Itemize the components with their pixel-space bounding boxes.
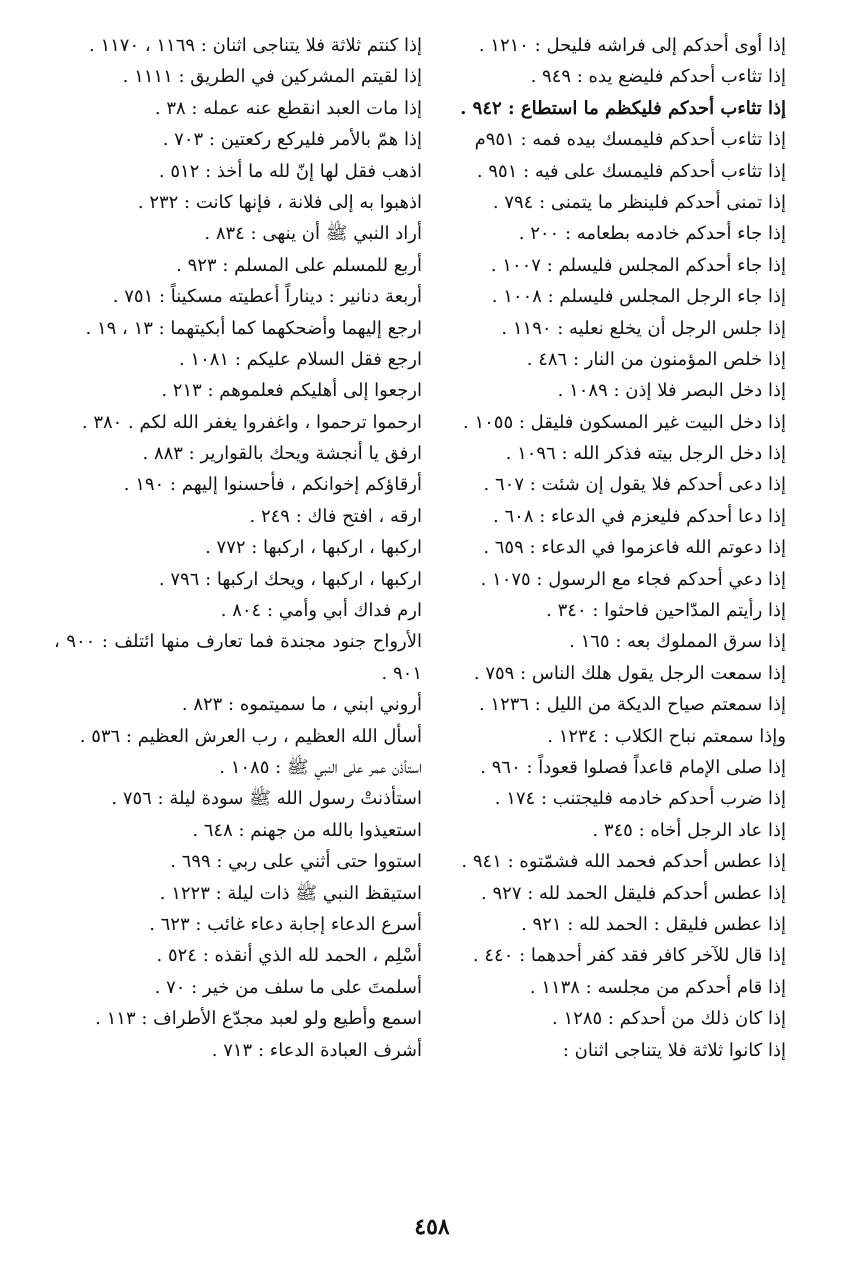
index-entry: إذا دعا أحدكم فليعزم في الدعاء : ٦٠٨ . xyxy=(493,505,786,527)
index-entry: ارفق يا أنجشة ويحك بالقوارير : ٨٨٣ . xyxy=(142,443,422,465)
index-entry: اركبها ، اركبها ، اركبها : ٧٧٢ . xyxy=(205,537,422,559)
index-entry: إذا سمعت الرجل يقول هلك الناس : ٧٥٩ . xyxy=(473,662,786,684)
index-entry: أراد النبي ﷺ أن ينهى : ٨٣٤ . xyxy=(204,223,422,245)
index-entry: إذا قام أحدكم من مجلسه : ١١٣٨ . xyxy=(529,976,786,998)
index-entry: إذا كنتم ثلاثة فلا يتناجى اثنان : ١١٦٩ ، ١١٧٠ . xyxy=(89,35,422,56)
index-entry: استيقظ النبي ﷺ ذات ليلة : ١٢٢٣ . xyxy=(159,882,422,904)
index-entry: أرقاؤكم إخوانكم ، فأحسنوا إليهم : ١٩٠ . xyxy=(123,474,422,496)
index-entry: اركبها ، اركبها ، ويحك اركبها : ٧٩٦ . xyxy=(158,568,422,590)
index-entry: ارجعوا إلى أهليكم فعلموهم : ٢١٣ . xyxy=(161,380,422,402)
index-entry: اذهبوا به إلى فلانة ، فإنها كانت : ٢٣٢ . xyxy=(137,191,422,213)
index-entry: إذا دعى أحدكم فلا يقول إن شئت : ٦٠٧ . xyxy=(483,474,786,496)
index-entry: ارجع فقل السلام عليكم : ١٠٨١ . xyxy=(178,348,422,370)
index-entry: إذا عطس فليقل : الحمد لله : ٩٢١ . xyxy=(521,913,786,935)
index-entry: الأرواح جنود مجندة فما تعارف منها ائتلف : ٩٠٠ ، ٩٠١ . xyxy=(54,631,423,684)
index-entry: إذا كانوا ثلاثة فلا يتناجى اثنان : xyxy=(562,1039,786,1061)
index-entry: إذا دخل البيت غير المسكون فليقل : ١٠٥٥ . xyxy=(463,411,786,433)
index-entry: إذا تمنى أحدكم فلينظر ما يتمنى : ٧٩٤ . xyxy=(492,191,786,213)
index-entry: ارقه ، افتح فاك : ٢٤٩ . xyxy=(249,505,422,527)
index-entry: إذا تثاءب أحدكم فليمسك بيده فمه : ٩٥١م xyxy=(474,129,786,151)
index-entry: ارجع إليهما وأضحكهما كما أبكيتهما : ١٣ ، ١٩ . xyxy=(85,317,422,339)
index-entry: إذا همّ بالأمر فليركع ركعتين : ٧٠٣ . xyxy=(162,129,422,151)
page-number: ٤٥٨ xyxy=(414,1214,450,1240)
index-column-left xyxy=(54,30,422,1066)
index-entry: إذا عاد الرجل أخاه : ٣٤٥ . xyxy=(592,819,786,841)
index-entry: إذا قال للآخر كافر فقد كفر أحدهما : ٤٤٠ . xyxy=(472,945,786,967)
index-entry: أسلمتَ على ما سلف من خير : ٧٠ . xyxy=(154,976,422,998)
index-entry: أسرع الدعاء إجابة دعاء غائب : ٦٢٣ . xyxy=(149,913,422,935)
index-entry: أربع للمسلم على المسلم : ٩٢٣ . xyxy=(176,254,422,276)
index-entry: إذا خلص المؤمنون من النار : ٤٨٦ . xyxy=(526,348,786,370)
index-entry: استأذنتْ رسول الله ﷺ سودة ليلة : ٧٥٦ . xyxy=(111,788,422,810)
index-entry: أسأل الله العظيم ، رب العرش العظيم : ٥٣٦ . xyxy=(79,725,422,747)
index-column-right xyxy=(418,30,786,1066)
index-entry: إذا جاء أحدكم خادمه بطعامه : ٢٠٠ . xyxy=(518,223,786,245)
index-entry: إذا عطس أحدكم فحمد الله فشمّتوه : ٩٤١ . xyxy=(461,851,786,873)
index-entry: استعيذوا بالله من جهنم : ٦٤٨ . xyxy=(192,819,422,841)
index-entry: ارحموا ترحموا ، واغفروا يغفر الله لكم . ٣٨٠ . xyxy=(81,411,422,433)
index-entry: إذا دخل البصر فلا إذن : ١٠٨٩ . xyxy=(557,380,786,402)
index-entry: إذا كان ذلك من أحدكم : ١٢٨٥ . xyxy=(552,1008,786,1030)
index-entry: إذا تثاءب أحدكم فليمسك على فيه : ٩٥١ . xyxy=(476,160,786,182)
index-entry: أروني ابني ، ما سميتموه : ٨٢٣ . xyxy=(181,694,422,716)
index-entry: إذا جلس الرجل أن يخلع نعليه : ١١٩٠ . xyxy=(501,317,786,339)
index-entry: أربعة دنانير : ديناراً أعطيته مسكيناً : ٧٥١ . xyxy=(112,286,422,308)
index-entry: أشرف العبادة الدعاء : ٧١٣ . xyxy=(211,1039,422,1061)
index-entry: إذا دخل الرجل بيته فذكر الله : ١٠٩٦ . xyxy=(505,443,786,465)
index-entry: إذا أوى أحدكم إلى فراشه فليحل : ١٢١٠ . xyxy=(478,35,786,56)
index-entry: إذا تثاءب أحدكم فليكظم ما استطاع : ٩٤٢ . xyxy=(460,97,786,119)
index-entry: إذا جاء أحدكم المجلس فليسلم : ١٠٠٧ . xyxy=(490,254,786,276)
index-entry: إذا دعي أحدكم فجاء مع الرسول : ١٠٧٥ . xyxy=(480,568,786,590)
index-entry: إذا رأيتم المدّاحين فاحثوا : ٣٤٠ . xyxy=(546,600,786,622)
index-entry: استأذن عمر على النبي ﷺ : ١٠٨٥ . xyxy=(219,757,422,778)
index-entry: استووا حتى أثني على ربي : ٦٩٩ . xyxy=(170,851,422,873)
index-entry: إذا جاء الرجل المجلس فليسلم : ١٠٠٨ . xyxy=(491,286,786,308)
index-entry: إذا سرق المملوك بعه : ١٦٥ . xyxy=(569,631,786,653)
index-entry: إذا مات العبد انقطع عنه عمله : ٣٨ . xyxy=(154,97,422,119)
index-entry: اسمع وأطيع ولو لعبد مجدّع الأطراف : ١١٣ . xyxy=(95,1008,422,1030)
index-entry: إذا تثاءب أحدكم فليضع يده : ٩٤٩ . xyxy=(530,66,786,88)
index-entry: إذا لقيتم المشركين في الطريق : ١١١١ . xyxy=(122,66,422,88)
index-entry: إذا صلى الإمام قاعداً فصلوا قعوداً : ٩٦٠ . xyxy=(480,756,786,778)
index-entry: أسْلِم ، الحمد لله الذي أنقذه : ٥٢٤ . xyxy=(156,945,422,967)
index-entry: اذهب فقل لها إنّ لله ما أخذ : ٥١٢ . xyxy=(158,160,422,182)
index-entry: ارم فداك أبي وأمي : ٨٠٤ . xyxy=(220,600,422,622)
index-entry: إذا ضرب أحدكم خادمه فليجتنب : ١٧٤ . xyxy=(494,788,786,810)
index-entry: إذا دعوتم الله فاعزموا في الدعاء : ٦٥٩ . xyxy=(483,537,786,559)
index-entry: وإذا سمعتم نباح الكلاب : ١٢٣٤ . xyxy=(547,725,786,747)
index-entry: إذا سمعتم صياح الديكة من الليل : ١٢٣٦ . xyxy=(478,694,786,716)
index-entry: إذا عطس أحدكم فليقل الحمد لله : ٩٢٧ . xyxy=(481,882,786,904)
